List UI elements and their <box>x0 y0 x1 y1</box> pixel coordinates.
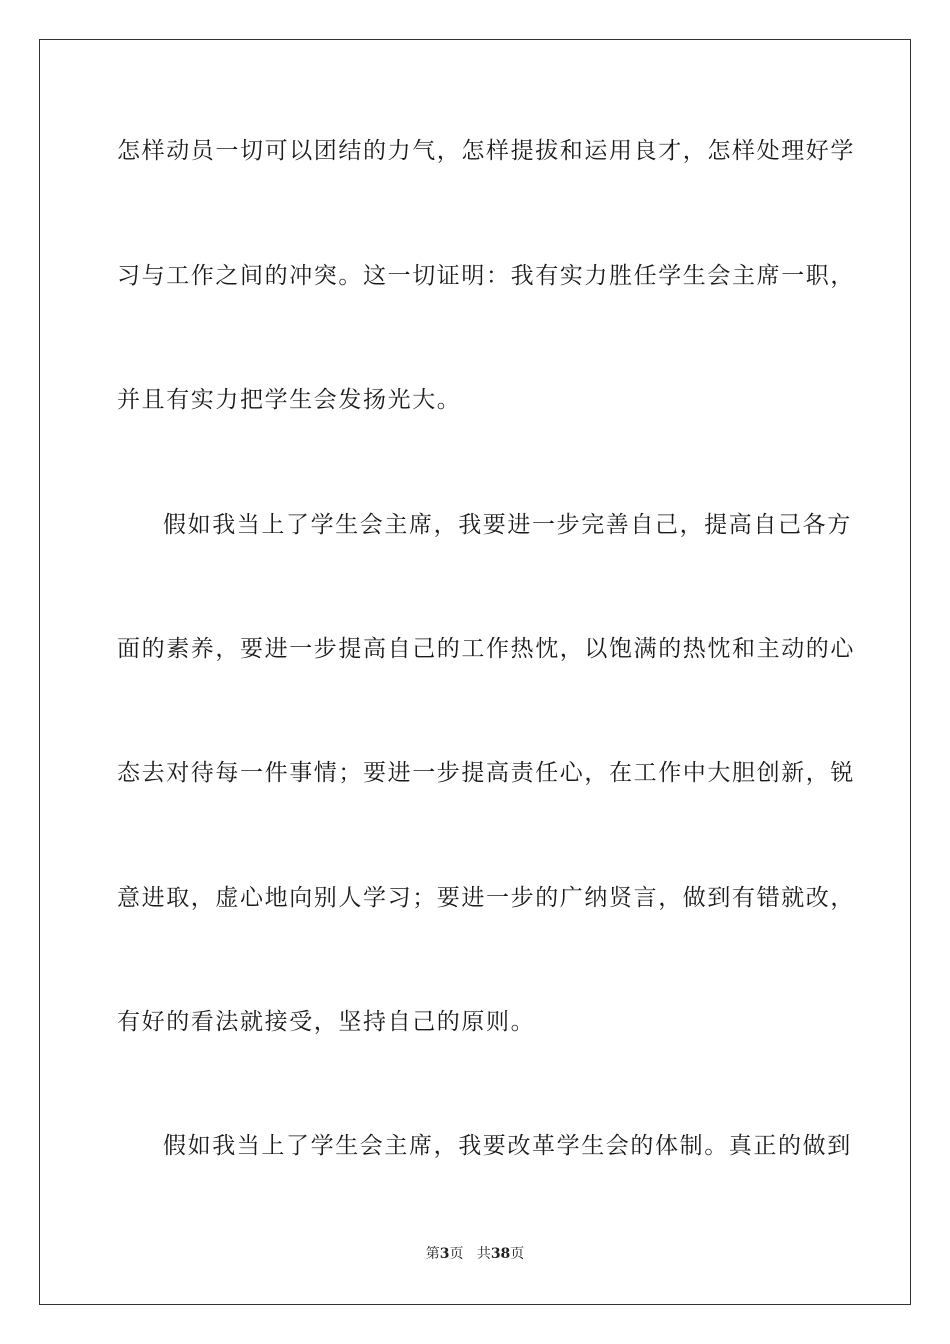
total-pages: 38 <box>490 1246 511 1262</box>
text-line: 怎样动员一切可以团结的力气，怎样提拔和运用良才，怎样处理好学 <box>117 138 855 164</box>
page-number: 3 <box>439 1246 450 1262</box>
page-border <box>39 39 911 1305</box>
total-prefix: 共 <box>476 1246 491 1262</box>
text-line: 面的素养，要进一步提高自己的工作热忱，以饱满的热忱和主动的心 <box>117 636 855 662</box>
page-prefix: 第 <box>425 1246 440 1262</box>
text-line-paragraph-start: 假如我当上了学生会主席，我要进一步完善自己，提高自己各方 <box>163 512 852 538</box>
text-line: 态去对待每一件事情；要进一步提高责任心，在工作中大胆创新，锐 <box>117 760 855 786</box>
text-line: 意进取，虚心地向别人学习；要进一步的广纳贤言，做到有错就改， <box>117 885 855 911</box>
text-line-paragraph-start: 假如我当上了学生会主席，我要改革学生会的体制。真正的做到 <box>163 1133 852 1159</box>
total-suffix: 页 <box>510 1246 525 1262</box>
page-suffix: 页 <box>449 1246 464 1262</box>
text-line: 有好的看法就接受，坚持自己的原则。 <box>117 1009 536 1035</box>
page-footer <box>0 1245 950 1263</box>
text-line: 习与工作之间的冲突。这一切证明：我有实力胜任学生会主席一职， <box>117 263 855 289</box>
text-line: 并且有实力把学生会发扬光大。 <box>117 387 462 413</box>
